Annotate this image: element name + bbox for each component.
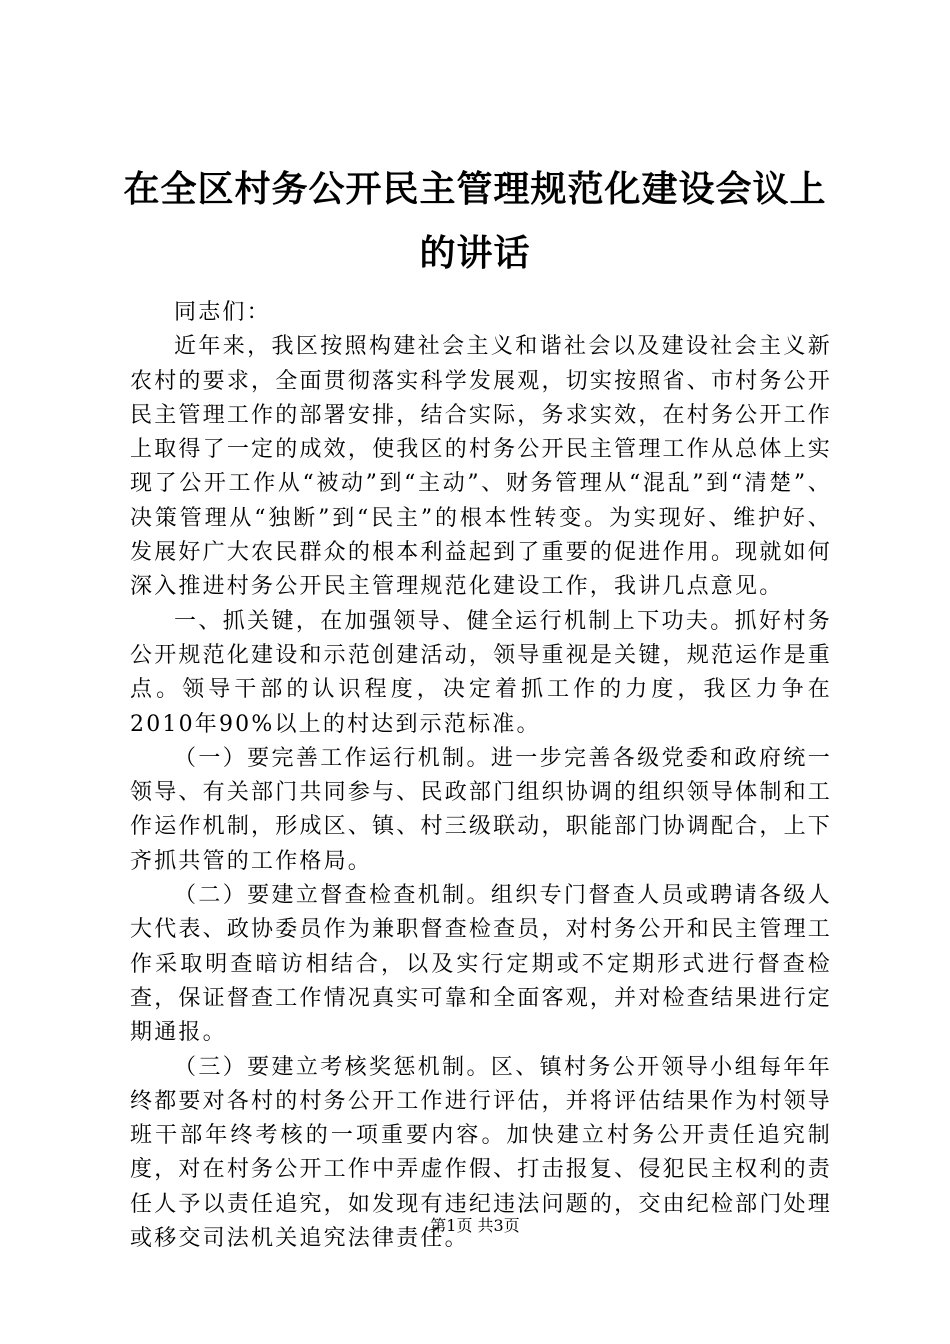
document-title: 在全区村务公开民主管理规范化建设会议上的讲话 xyxy=(123,169,827,274)
page-number-footer: 第1页 共3页 xyxy=(430,1216,520,1235)
paragraph-item-two: （二）要建立督查检查机制。组织专门督查人员或聘请各级人大代表、政协委员作为兼职督查检查员，对村务公开和民主管理工作采取明查暗访相结合，以及实行定期或不定期形式进行督查检查，保证督查工作情况真实可靠和全面客观，并对检查结果进行定期通报。 xyxy=(130,883,832,1046)
salutation: 同志们： xyxy=(174,300,271,325)
document-body xyxy=(130,296,832,1256)
paragraph-section-one: 一、抓关键，在加强领导、健全运行机制上下功夫。抓好村务公开规范化建设和示范创建活动，领导重视是关键，规范运作是重点。领导干部的认识程度，决定着抓工作的力度，我区力争在2010年90%以上的村达到示范标准。 xyxy=(130,608,832,737)
paragraph-intro: 近年来，我区按照构建社会主义和谐社会以及建设社会主义新农村的要求，全面贯彻落实科学发展观，切实按照省、市村务公开民主管理工作的部署安排，结合实际，务求实效，在村务公开工作上取得了一定的成效，使我区的村务公开民主管理工作从总体上实现了公开工作从“被动”到“主动”、财务管理从“混乱”到“清楚”、决策管理从“独断”到“民主”的根本性转变。为实现好、维护好、发展好广大农民群众的根本利益起到了重要的促进作用。现就如何深入推进村务公开民主管理规范化建设工作，我讲几点意见。 xyxy=(130,334,832,600)
paragraph-item-three: （三）要建立考核奖惩机制。区、镇村务公开领导小组每年年终都要对各村的村务公开工作进行评估，并将评估结果作为村领导班干部年终考核的一项重要内容。加快建立村务公开责任追究制度，对在村务公开工作中弄虚作假、打击报复、侵犯民主权利的责任人予以责任追究，如发现有违纪违法问题的，交由纪检部门处理或移交司法机关追究法律责任。 xyxy=(130,1054,832,1252)
paragraph-item-one: （一）要完善工作运行机制。进一步完善各级党委和政府统一领导、有关部门共同参与、民政部门组织协调的组织领导体制和工作运作机制，形成区、镇、村三级联动，职能部门协调配合，上下齐抓共管的工作格局。 xyxy=(130,745,832,874)
